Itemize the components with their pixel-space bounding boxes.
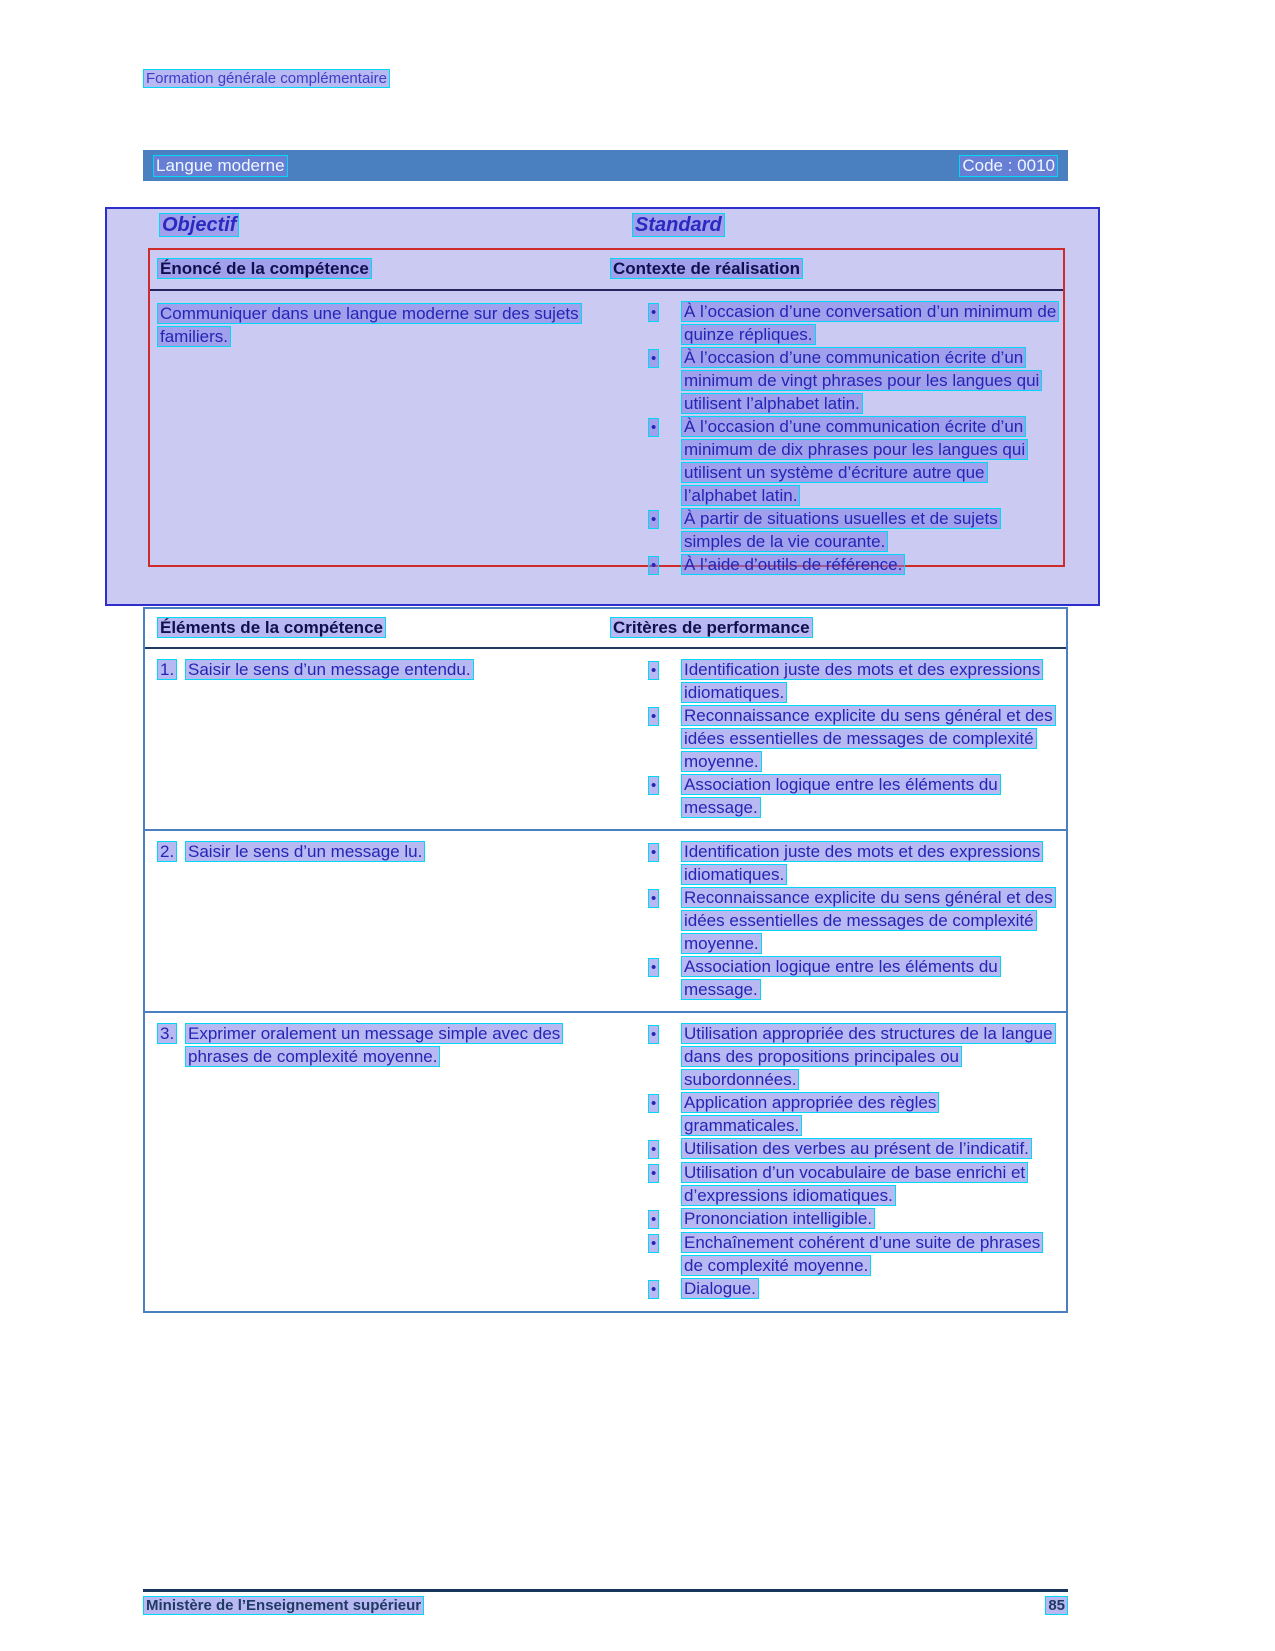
- bullet-icon: •: [648, 349, 659, 368]
- criteria-item: [648, 886, 1056, 955]
- enonce-text: Communiquer dans une langue moderne sur des sujets familiers.: [157, 303, 582, 347]
- bullet-icon: •: [648, 1164, 659, 1183]
- criteria-item: [648, 1277, 1056, 1301]
- elements-table: [143, 607, 1068, 1313]
- bullet-icon: •: [648, 556, 659, 575]
- contexte-item: [648, 346, 1057, 415]
- objectif-heading-text: Objectif: [159, 213, 239, 237]
- bullet-icon: •: [648, 776, 659, 795]
- bullet-icon: •: [648, 661, 659, 680]
- criteria-cell: [610, 840, 1066, 1001]
- criteria-text: Enchaînement cohérent d’une suite de phrases de complexité moyenne.: [681, 1232, 1043, 1276]
- code-label: Code : 0010: [959, 155, 1058, 177]
- contexte-item: [648, 415, 1057, 507]
- bullet-icon: •: [648, 1140, 659, 1159]
- criteria-item: [648, 1207, 1056, 1231]
- elements-header: Éléments de la compétence: [157, 616, 610, 639]
- standard-heading-text: Standard: [632, 213, 725, 237]
- contexte-item: [648, 300, 1057, 346]
- bullet-icon: •: [648, 958, 659, 977]
- element-text: Exprimer oralement un message simple avec des phrases de complexité moyenne.: [185, 1023, 563, 1067]
- objectif-heading: [159, 214, 239, 237]
- criteria-item: [648, 658, 1056, 704]
- element-cell: [145, 1022, 610, 1301]
- bullet-icon: •: [648, 1025, 659, 1044]
- criteria-text: Dialogue.: [681, 1278, 759, 1299]
- criteria-text: Utilisation appropriée des structures de la langue dans des propositions principales ou subordonnées.: [681, 1023, 1056, 1090]
- criteria-text: Utilisation des verbes au présent de l’indicatif.: [681, 1138, 1032, 1159]
- criteria-item: [648, 704, 1056, 773]
- element-number: 3.: [157, 1023, 177, 1044]
- criteria-text: Reconnaissance explicite du sens général et des idées essentielles de messages de complexité moyenne.: [681, 887, 1056, 954]
- contexte-item-text: À l’occasion d’une conversation d’un minimum de quinze répliques.: [681, 301, 1059, 345]
- criteria-item: [648, 1231, 1056, 1277]
- criteria-item: [648, 1137, 1056, 1161]
- criteria-item: [648, 1161, 1056, 1207]
- footer: [143, 1589, 1068, 1615]
- standard-heading: [632, 214, 725, 237]
- criteria-item: [648, 1091, 1056, 1137]
- criteria-text: Prononciation intelligible.: [681, 1208, 875, 1229]
- page-title: Langue moderne: [153, 155, 288, 177]
- competence-table-header: [150, 250, 1063, 291]
- criteria-cell: [610, 1022, 1066, 1301]
- bullet-icon: •: [648, 843, 659, 862]
- page-number: 85: [1045, 1596, 1068, 1615]
- criteria-text: Identification juste des mots et des expressions idiomatiques.: [681, 841, 1043, 885]
- bullet-icon: •: [648, 889, 659, 908]
- competence-table: [148, 248, 1065, 574]
- element-row: [145, 831, 1066, 1013]
- contexte-item-text: À l’occasion d’une communication écrite d’un minimum de vingt phrases pour les langues qui utilisent l’alphabet latin.: [681, 347, 1042, 414]
- criteres-header: Critères de performance: [610, 616, 1056, 639]
- element-cell: [145, 658, 610, 819]
- contexte-item: [648, 553, 1057, 577]
- contexte-item-text: À l’aide d’outils de référence.: [681, 554, 905, 575]
- enonce-header: Énoncé de la compétence: [157, 257, 610, 280]
- header-note-text: Formation générale complémentaire: [143, 69, 390, 88]
- criteria-text: Identification juste des mots et des expressions idiomatiques.: [681, 659, 1043, 703]
- element-row: [145, 649, 1066, 831]
- bullet-icon: •: [648, 303, 659, 322]
- bullet-icon: •: [648, 707, 659, 726]
- element-number: 1.: [157, 659, 177, 680]
- contexte-header: Contexte de réalisation: [610, 257, 1055, 280]
- bullet-icon: •: [648, 1280, 659, 1299]
- criteria-text: Application appropriée des règles grammaticales.: [681, 1092, 939, 1136]
- criteria-text: Utilisation d’un vocabulaire de base enrichi et d’expressions idiomatiques.: [681, 1162, 1028, 1206]
- criteria-item: [648, 1022, 1056, 1091]
- competence-table-body: [150, 291, 1063, 577]
- contexte-item-text: À partir de situations usuelles et de sujets simples de la vie courante.: [681, 508, 1001, 552]
- criteria-item: [648, 840, 1056, 886]
- criteria-text: Association logique entre les éléments du message.: [681, 774, 1001, 818]
- contexte-item: [648, 507, 1057, 553]
- criteria-item: [648, 773, 1056, 819]
- ministry-label: Ministère de l’Enseignement supérieur: [143, 1596, 424, 1615]
- objectif-standard-overlay: [105, 207, 1100, 606]
- bullet-icon: •: [648, 1094, 659, 1113]
- element-row: [145, 1013, 1066, 1311]
- elements-table-header: [145, 609, 1066, 649]
- element-cell: [145, 840, 610, 1001]
- criteria-item: [648, 955, 1056, 1001]
- header-note: [143, 70, 390, 87]
- criteria-cell: [610, 658, 1066, 819]
- element-number: 2.: [157, 841, 177, 862]
- bullet-icon: •: [648, 1234, 659, 1253]
- bullet-icon: •: [648, 510, 659, 529]
- criteria-text: Association logique entre les éléments du message.: [681, 956, 1001, 1000]
- bullet-icon: •: [648, 418, 659, 437]
- contexte-item-text: À l’occasion d’une communication écrite d’un minimum de dix phrases pour les langues qui utilisent un système d’écriture autre que l’alphabet latin.: [681, 416, 1028, 506]
- title-bar: [143, 150, 1068, 181]
- criteria-text: Reconnaissance explicite du sens général et des idées essentielles de messages de complexité moyenne.: [681, 705, 1056, 772]
- element-text: Saisir le sens d’un message entendu.: [185, 659, 474, 680]
- element-text: Saisir le sens d’un message lu.: [185, 841, 425, 862]
- enonce-cell: [150, 300, 610, 577]
- bullet-icon: •: [648, 1210, 659, 1229]
- contexte-cell: [610, 300, 1063, 577]
